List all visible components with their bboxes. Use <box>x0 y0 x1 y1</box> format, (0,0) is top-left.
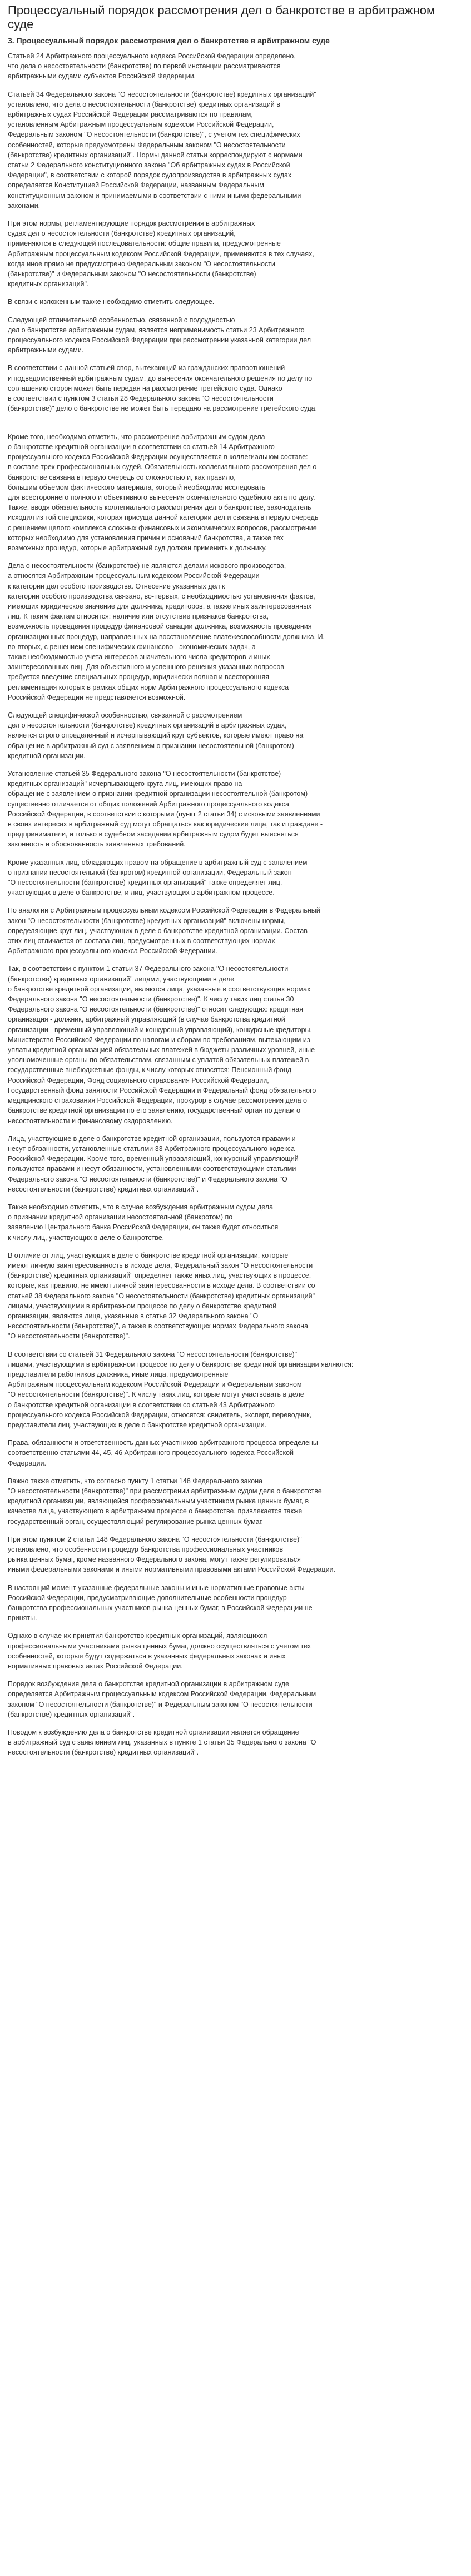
page-title: Процессуальный порядок рассмотрения дел о банкротстве в арбитражном суде <box>8 3 435 31</box>
article-body <box>8 51 463 1758</box>
paragraph: В соответствии со статьей 31 Федерального закона "О несостоятельности (банкротстве)" лицами, участвующими в арбитражном процессе по делу о банкротстве кредитной организации являются: представители работников должника, иные лица, предусмотренные Арбитражным процессуальным кодексом Российской Федерации и Федеральным законом "О несостоятельности (банкротстве)". К числу таких лиц, которые могут участвовать в деле о банкротстве кредитной организации в соответствии со статьей 43 Арбитражного процессуального кодекса Российской Федерации, относятся: свидетель, эксперт, переводчик, представители лиц, участвующих в деле о банкротстве кредитной организации. <box>8 1350 354 1429</box>
paragraph: В соответствии с данной статьей спор, вытекающий из гражданских правоотношений и подведомственный арбитражным судам, до вынесения окончательного решения по делу по соглашению сторон может быть передан на рассмотрение третейского суда. Однако в соответствии с пунктом 3 статьи 28 Федерального закона "О несостоятельности (банкротстве)" дело о банкротстве не может быть передано на рассмотрение третейского суда. <box>8 364 318 413</box>
paragraph: При этом пунктом 2 статьи 148 Федерального закона "О несостоятельности (банкротстве)" установлено, что особенности процедур банкротства профессиональных участников рынка ценных бумаг, кроме названного Федерального закона, могут также регулироваться иными федеральными законами и иными нормативными правовыми актами Российской Федерации. <box>8 1535 336 1574</box>
paragraph: Важно также отметить, что согласно пункту 1 статьи 148 Федерального закона "О несостоятельности (банкротстве)" при рассмотрении арбитражным судом дела о банкротстве кредитной организации, являющейся профессиональным участником рынка ценных бумаг, в качестве лица, участвующего в арбитражном процессе о банкротстве, привлекается также государственный орган, осуществляющий регулирование рынка ценных бумаг. <box>8 1477 322 1526</box>
paragraph: Также необходимо отметить, что в случае возбуждения арбитражным судом дела о признании кредитной организации несостоятельной (банкротом) по заявлению Центрального банка Российской Федерации, он также будет относиться к числу лиц, участвующих в деле о банкротстве. <box>8 1203 279 1242</box>
paragraph: В связи с изложенным также необходимо отметить следующее. <box>8 298 215 306</box>
paragraph: Кроме указанных лиц, обладающих правом на обращение в арбитражный суд с заявлением о признании несостоятельной (банкротом) кредитной организации, Федеральный закон "О несостоятельности (банкротстве) кредитных организаций" также определяет лиц, участвующих в деле о банкротстве, и лиц, участвующих в арбитражном процессе. <box>8 858 308 897</box>
paragraph: При этом нормы, регламентирующие порядок рассмотрения в арбитражных судах дел о несостоятельности (банкротстве) кредитных организаций, применяются в следующей последовательности: общие правила, предусмотренные Арбитражным процессуальным кодексом Российской Федерации, применяются в тех случаях, когда иное прямо не предусмотрено Федеральным законом "О несостоятельности (банкротстве)" и Федеральным законом "О несостоятельности (банкротстве) кредитных организаций". <box>8 220 314 288</box>
paragraph: Следующей отличительной особенностью, связанной с подсудностью дел о банкротстве арбитражным судам, является неприменимость статьи 23 Арбитражного процессуального кодекса Российской Федерации при рассмотрении указанной категории дел арбитражными судами. <box>8 316 311 355</box>
paragraph: Статьей 24 Арбитражного процессуального кодекса Российской Федерации определено, что дела о несостоятельности (банкротстве) по первой инстанции рассматриваются арбитражными судами субъектов Российской Федерации. <box>8 52 296 81</box>
paragraph: В настоящий момент указанные федеральные законы и иные нормативные правовые акты Российской Федерации, предусматривающие дополнительные особенности процедур банкротства профессиональных участников рынка ценных бумаг, в Российской Федерации не приняты. <box>8 1583 313 1622</box>
paragraph: Поводом к возбуждению дела о банкротстве кредитной организации является обращение в арбитражный суд с заявлением лиц, указанных в пункте 1 статьи 35 Федерального закона "О несостоятельности (банкротстве) кредитных организаций". <box>8 1728 316 1757</box>
paragraph: Однако в случае их принятия банкротство кредитных организаций, являющихся профессиональными участниками рынка ценных бумаг, должно осуществляться с учетом тех особенностей, которые будут содержаться в указанных федеральных законах и иных нормативных правовых актах Российской Федерации. <box>8 1632 311 1671</box>
section-heading: 3. Процессуальный порядок рассмотрения дел о банкротстве в арбитражном суде <box>8 36 330 45</box>
paragraph: Кроме того, необходимо отметить, что рассмотрение арбитражным судом дела о банкротстве кредитной организации в соответствии со статьей 14 Арбитражного процессуального кодекса Российской Федерации осуществляется в коллегиальном составе: в составе трех профессиональных судей. Обязательность коллегиального рассмотрения дел о банкротстве связана в первую очередь со сложностью и, как правило, большим объемом фактического материала, который необходимо исследовать для всестороннего полного и объективного вынесения окончательного судебного акта по делу. Также, вводя обязательность коллегиального рассмотрения дел о банкротстве, законодатель исходил из той специфики, которая присуща данной категории дел и связана в первую очередь с решением целого комплекса сложных финансовых и экономических вопросов, рассмотрение которых необходимо для установления причин и оснований банкротства, а также тех возможных процедур, которые арбитражный суд должен применить к должнику. <box>8 432 319 552</box>
paragraph: Следующей специфической особенностью, связанной с рассмотрением дел о несостоятельности (банкротстве) кредитных организаций в арбитражных судах, является строго определенный и исчерпывающий круг субъектов, которые имеют право на обращение в арбитражный суд с заявлением о признании несостоятельной (банкротом) кредитной организации. <box>8 711 304 760</box>
paragraph: Установление статьей 35 Федерального закона "О несостоятельности (банкротстве) кредитных организаций" исчерпывающего круга лиц, имеющих право на обращение с заявлением о признании кредитной организации несостоятельной (банкротом) существенно отличается от общих положений Арбитражного процессуального кодекса Российской Федерации, в соответствии с которыми (пункт 2 статьи 34) с исковыми заявлениями в своих интересах в арбитражный суд могут обращаться как юридические лица, так и граждане - предприниматели, и только в судебном заседании арбитражным судом будет выясняться законность и обоснованность заявленных требований. <box>8 770 323 849</box>
paragraph: В отличие от лиц, участвующих в деле о банкротстве кредитной организации, которые имеют личную заинтересованность в исходе дела, Федеральный закон "О несостоятельности (банкротстве) кредитных организаций" определяет также иных лиц, участвующих в процессе, которые, как правило, не имеют личной заинтересованности в исходе дела. В соответствии со статьей 38 Федерального закона "О несостоятельности (банкротстве) кредитных организаций" лицами, участвующими в арбитражном процессе по делу о банкротстве кредитной организации, являются лица, указанные в статье 32 Федерального закона "О несостоятельности (банкротстве)", а также в соответствующих нормах Федерального закона "О несостоятельности (банкротстве)". <box>8 1251 315 1341</box>
paragraph: Дела о несостоятельности (банкротстве) не являются делами искового производства, а относятся Арбитражным процессуальным кодексом Российской Федерации к категории дел особого производства. Отнесение указанных дел к категории особого производства связано, во-первых, с необходимостью установления фактов, имеющих юридическое значение для должника, кредиторов, а также иных заинтересованных лиц. К таким фактам относится: наличие или отсутствие признаков банкротства, возможность проведения процедур финансовой санации должника, возможность проведения организационных процедур, направленных на восстановление платежеспособности должника. И, во-вторых, с решением специфических финансово - экономических задач, а также необходимостью учета интересов значительного числа кредиторов и иных заинтересованных лиц. Для объективного и успешного решения указанных вопросов требуется введение специальных процедур, юридически полная и всесторонняя регламентация которых в рамках общих норм Арбитражного процессуального кодекса Российской Федерации не представляется возможной. <box>8 562 325 701</box>
paragraph: По аналогии с Арбитражным процессуальным кодексом Российской Федерации в Федеральный закон "О несостоятельности (банкротстве) кредитных организаций" включены нормы, определяющие круг лиц, участвующих в деле о банкротстве кредитной организации. Состав этих лиц отличается от состава лиц, предусмотренных в соответствующих нормах Арбитражного процессуального кодекса Российской Федерации. <box>8 906 320 955</box>
paragraph: Права, обязанности и ответственность данных участников арбитражного процесса определены соответственно статьями 44, 45, 46 Арбитражного процессуального кодекса Российской Федерации. <box>8 1439 318 1467</box>
paragraph: Порядок возбуждения дела о банкротстве кредитной организации в арбитражном суде определяется Арбитражным процессуальным кодексом Российской Федерации, Федеральным законом "О несостоятельности (банкротстве)" и Федеральным законом "О несостоятельности (банкротстве) кредитных организаций". <box>8 1680 316 1718</box>
paragraph: Так, в соответствии с пунктом 1 статьи 37 Федерального закона "О несостоятельности (банкротстве) кредитных организаций" лицами, участвующими в деле о банкротстве кредитной организации, являются лица, указанные в соответствующих нормах Федерального закона "О несостоятельности (банкротстве)". К числу таких лиц статья 30 Федерального закона "О несостоятельности (банкротстве)" относит следующих: кредитная организация - должник, арбитражный управляющий (в случае банкротства кредитной организации - временный управляющий и конкурсный управляющий), конкурсные кредиторы, Министерство Российской Федерации по налогам и сборам по требованиям, вытекающим из уплаты кредитной организацией обязательных платежей в бюджеты различных уровней, иные уполномоченные органы по обязательствам, связанным с уплатой обязательных платежей в государственные внебюджетные фонды, к числу которых относятся: Пенсионный фонд Российской Федерации, Фонд социального страхования Российской Федерации, Государственный фонд занятости Российской Федерации и Федеральный фонд обязательного медицинского страхования Российской Федерации, прокурор в случае рассмотрения дела о банкротстве кредитной организации по его заявлению, государственный орган по делам о несостоятельности и финансовому оздоровлению. <box>8 965 316 1125</box>
paragraph: Статьей 34 Федерального закона "О несостоятельности (банкротстве) кредитных организаций" установлено, что дела о несостоятельности (банкротстве) кредитных организаций в арбитражных судах Российской Федерации рассматриваются по правилам, установленным Арбитражным процессуальным кодексом Российской Федерации, Федеральным законом "О несостоятельности (банкротстве)", с учетом тех специфических особенностей, которые предусмотрены Федеральным законом "О несостоятельности (банкротстве) кредитных организаций". Нормы данной статьи корреспондируют с нормами статьи 2 Федерального конституционного закона "Об арбитражных судах в Российской Федерации", в соответствии с которой порядок судопроизводства в арбитражных судах определяется Конституцией Российской Федерации, названным Федеральным конституционным законом и принимаемыми в соответствии с ними иными федеральными законами. <box>8 90 316 210</box>
paragraph: Лица, участвующие в деле о банкротстве кредитной организации, пользуются правами и несут обязанности, установленные статьями 33 Арбитражного процессуального кодекса Российской Федерации. Кроме того, временный управляющий, конкурсный управляющий пользуются правами и несут обязанности, установленными соответствующими статьями Федерального закона "О несостоятельности (банкротстве)" и Федерального закона "О несостоятельности (банкротстве) кредитных организаций". <box>8 1134 299 1193</box>
